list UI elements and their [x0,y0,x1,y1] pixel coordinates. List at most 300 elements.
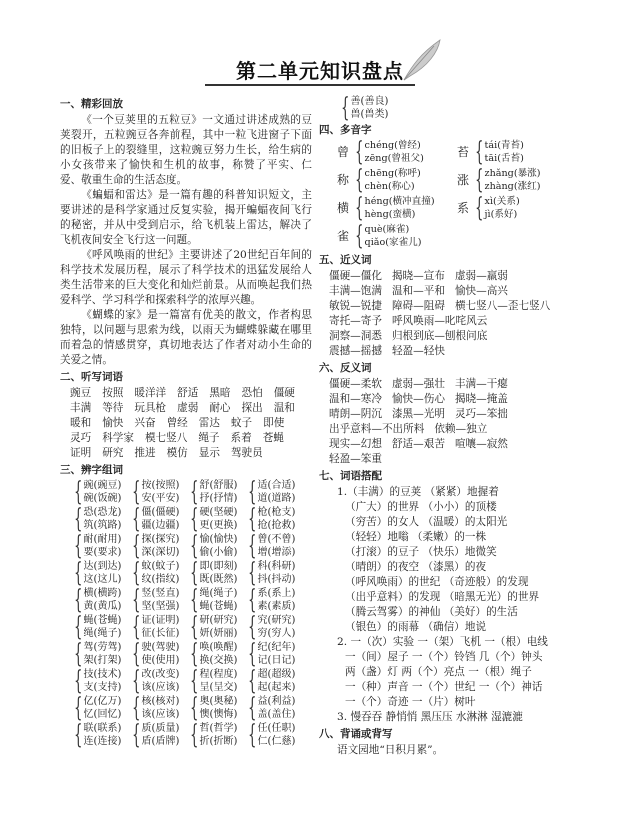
brace-icon: { [132,558,141,588]
header [0,50,620,90]
reading: zhǎng(暴涨) [484,168,541,179]
pair-lines [365,139,424,165]
brace-icon: { [190,504,199,534]
antonym-list [319,377,581,467]
pair-lines [258,695,296,721]
pair-lines [84,479,122,505]
brace-icon: { [190,585,199,615]
pair-lines [84,533,122,559]
collocation-list-2 [319,635,581,710]
collocation-line: 1.（丰满）的豆荚 （紧紧）地握着 [337,486,499,498]
brace-icon: { [248,477,257,507]
brace-pair [128,560,186,586]
word-pair: 现实—幻想 [329,438,382,450]
pair-lines [84,560,122,586]
brace-icon: { [248,585,257,615]
pair-line: 折(折断) [199,736,238,747]
dictation-words [70,386,312,461]
word-pair: 寄托—寄予 [329,315,382,327]
brace-icon: { [190,693,199,723]
brace-icon: { [74,531,83,561]
pair-lines [142,479,180,505]
word: 豌豆 [70,387,92,399]
pair-lines [258,533,296,559]
word: 丰满 [70,402,92,414]
word-pair: 虚弱—强壮 [391,378,445,390]
word: 苍蝇 [262,432,284,444]
brace-icon: { [190,531,199,561]
synonym-list [319,269,581,359]
brace-icon: { [475,193,484,223]
word-pair: 洞察—洞悉 [329,330,382,342]
brace-icon: { [190,477,199,507]
word-pair: 愉快—高兴 [454,285,508,297]
pair-line: 达(到达) [83,561,122,572]
word: 恐怕 [241,387,263,399]
pair-line: 架(打架) [83,655,122,666]
pair-lines [485,139,524,165]
pair-line: 既(既然) [199,574,238,585]
pair-lines [84,695,122,721]
word-row [329,329,581,344]
word-pair: 僵硬—柔软 [329,378,382,390]
brace-pair [244,506,302,532]
reading: héng(横冲直撞) [364,196,435,207]
word-pair: 晴朗—阴沉 [329,408,382,420]
brace-pair [128,641,186,667]
word-pair: 舒适—艰苦 [391,438,445,450]
word: 暖洋洋 [134,387,167,399]
brace-icon: { [248,531,257,561]
reading: zēng(曾祖父) [364,153,424,164]
word: 系着 [230,432,252,444]
brace-pair [128,722,186,748]
brace-icon: { [248,720,257,750]
brace-icon: { [248,666,257,696]
brace-pair [128,695,186,721]
word: 绳子 [198,432,220,444]
word-pair: 依赖—独立 [434,423,488,435]
section-heading: 六、反义词 [319,362,372,374]
pair-line: 恐(恐龙) [83,507,122,518]
brace-icon: { [190,558,199,588]
brace-icon: { [248,504,257,534]
paragraph: 《一个豆荚里的五粒豆》一文通过讲述成熟的豆荚裂开，五粒豌豆各奔前程，其中一粒飞进窗子下面的旧板子上的裂缝里，这粒豌豆努力生长，给生病的小女孩带来了愉快和生机的故事，称赞了平实、仁爱、敬重生命的生活态度。 [60,114,312,186]
pair-lines [258,506,296,532]
brace-icon: { [132,612,141,642]
brace-icon: { [132,504,141,534]
pair-line: 黄(黄瓜) [83,601,122,612]
brace-pair [128,479,186,505]
brace-icon: { [74,504,83,534]
reading: chéng(曾经) [364,140,421,151]
feather-icon [398,36,446,84]
pair-lines [142,695,180,721]
brace-icon: { [74,612,83,642]
brace-pair [186,587,244,613]
word-pair: 障碍—阻碍 [391,300,445,312]
pair-line: 联(联系) [83,723,122,734]
paragraph: 《呼风唤雨的世纪》主要讲述了20世纪百年间的科学技术发展历程，展示了科学技术的迅猛发展给人类生活带来的巨大变化和灿烂前景。从而唤起我们热爱科学、学习科学和探索科学的浓厚兴趣。 [60,249,312,306]
brace-pair [244,587,302,613]
pair-line: 妍(妍丽) [199,628,238,639]
pair-lines [200,641,238,667]
pair-line: 任(任职) [257,723,296,734]
brace-pair [186,668,244,694]
reading: què(麻雀) [364,224,410,235]
word-row [329,377,581,392]
word: 科学家 [102,432,134,444]
word: 研究 [102,447,124,459]
brace-pair [337,95,581,121]
pair-lines [200,506,238,532]
pair-line: 质(质量) [141,723,180,734]
pair-line: 耐(耐用) [83,534,122,545]
word-pair: 喧嚷—寂然 [454,438,508,450]
section-heading: 三、辨字组词 [60,464,123,476]
collocation-line: （穷苦）的女人 （温暖）的太阳光 [345,516,508,528]
pair-line: 疆(边疆) [141,520,180,531]
pair-lines [485,167,541,193]
brace-icon: { [132,720,141,750]
pair-line: 驾(劳驾) [83,642,122,653]
brace-icon: { [248,693,257,723]
word-pair: 轻盈—笨重 [329,453,382,465]
word-row [329,392,581,407]
pair-line: 记(日记) [257,655,296,666]
brace-pair [244,479,302,505]
reading: hèng(蛮横) [364,209,416,220]
pair-line: 科(科研) [257,561,296,572]
brace-icon: { [190,666,199,696]
word-pair: 轻盈—轻快 [391,345,445,357]
word-row [329,452,581,467]
word-row [329,344,581,359]
pair-line: 绳(绳子) [83,628,122,639]
pair-lines [142,668,180,694]
brace-icon: { [132,477,141,507]
pair-line: 曾(不曾) [257,534,296,545]
pair-line: 研(研究) [199,615,238,626]
polyphone-char: 雀 [337,228,350,243]
brace-icon: { [248,639,257,669]
section-heading: 八、背诵或背写 [319,728,393,740]
polyphone-char: 涨 [457,172,470,187]
brace-icon: { [355,165,364,195]
word-row [329,407,581,422]
pair-line: 纹(指纹) [141,574,180,585]
pair-line: 该(应该) [141,682,180,693]
brace-pair [128,506,186,532]
pair-lines [200,668,238,694]
brace-icon: { [190,612,199,642]
brace-pair [70,668,128,694]
pair-line: 适(合适) [257,480,296,491]
word-row [329,437,581,452]
brace-pair [70,614,128,640]
brace-pair [70,641,128,667]
pair-line: 连(连接) [83,736,122,747]
brace-icon: { [74,693,83,723]
brace-pair [186,722,244,748]
reading: chèn(称心) [364,181,415,192]
pair-line: 穷(穷人) [257,628,296,639]
word: 僵硬 [273,387,295,399]
page-title: 第二单元知识盘点 [236,59,404,83]
brace-icon: { [74,477,83,507]
pair-line: 该(应该) [141,709,180,720]
pair-line: 盖(盖住) [257,709,296,720]
brace-pair [244,641,302,667]
word-pair: 灵巧—笨拙 [454,408,508,420]
word-pair: 温和—寒冷 [329,393,382,405]
word: 灵巧 [70,432,92,444]
pair-line: 即(即刻) [199,561,238,572]
brace-pair [186,614,244,640]
pair-lines [258,560,296,586]
pair-lines [200,560,238,586]
brace-pair [70,560,128,586]
pair-lines [84,587,122,613]
word: 兴奋 [134,417,156,429]
word: 黑暗 [209,387,231,399]
pair-line: 安(平安) [141,493,180,504]
brace-icon: { [74,666,83,696]
recite-text: 语文园地“日积月累”。 [337,744,444,756]
polyphone-item [457,195,577,221]
brace-icon: { [355,221,364,251]
pair-line: 善(善良) [350,96,389,107]
pair-lines [84,668,122,694]
word: 显示 [198,447,220,459]
pair-lines [200,614,238,640]
brace-icon: { [355,193,364,223]
word-row [329,422,581,437]
reading: xì(关系) [484,196,520,207]
pair-line: 要(要求) [83,547,122,558]
polyphone-char: 横 [337,200,350,215]
word: 暖和 [70,417,92,429]
brace-icon: { [190,720,199,750]
pair-line: 盾(盾牌) [141,736,180,747]
pair-line: 使(使用) [141,655,180,666]
brace-pair [128,587,186,613]
pair-lines [258,587,296,613]
pair-line: 程(程度) [199,669,238,680]
pair-lines [365,167,421,193]
polyphone-char: 苔 [457,144,470,159]
pair-line: 枪(枪支) [257,507,296,518]
word: 等待 [102,402,124,414]
pair-line: 深(深切) [141,547,180,558]
brace-pair [186,695,244,721]
brace-icon: { [341,93,350,123]
brace-icon: { [74,558,83,588]
pair-line: 兽(兽类) [350,109,389,120]
word-row [329,299,581,314]
pair-lines [258,722,296,748]
pair-line: 驶(驾驶) [141,642,180,653]
pair-line: 愉(愉快) [199,534,238,545]
brace-icon: { [74,720,83,750]
pair-line: 支(支持) [83,682,122,693]
brace-pair [244,695,302,721]
distinguish-pairs [70,479,312,748]
pair-lines [84,614,122,640]
collocation-line: （银色）的雨幕 （确信）地说 [345,621,487,633]
polyphone-item [337,223,457,249]
word: 温和 [273,402,295,414]
word: 蚊子 [230,417,253,429]
pair-lines [142,533,180,559]
brace-pair [186,533,244,559]
polyphone-item [337,195,457,221]
pair-lines [142,614,180,640]
pair-line: 偷(小偷) [199,547,238,558]
brace-icon: { [248,558,257,588]
pair-line: 硬(坚硬) [199,507,238,518]
brace-pair [128,614,186,640]
polyphone-item [337,167,457,193]
pair-line: 征(长征) [141,628,180,639]
word: 耐心 [209,402,231,414]
pair-line: 换(交换) [199,655,238,666]
polyphone-char: 称 [337,172,350,187]
brace-pair [70,722,128,748]
collocation-line: （轻轻）地嗡 （柔嫩）的一株 [345,531,487,543]
pair-line: 舒(舒服) [199,480,238,491]
pair-lines [142,587,180,613]
pair-line: 起(起来) [257,682,296,693]
brace-pair [244,560,302,586]
collocation-line: （出乎意料）的发现 （暗黑无光）的世界 [345,591,540,603]
word: 玩具枪 [134,402,167,414]
pair-line: 抢(抢救) [257,520,296,531]
pair-line: 证(证明) [141,615,180,626]
pair-line: 按(按照) [141,480,180,491]
collocation-line: 两（盏）灯 两（个）亮点 一（根）绳子 [345,666,532,678]
polyphone-item [337,139,457,165]
word: 曾经 [166,417,188,429]
pair-line: 绳(绳子) [199,588,238,599]
word-pair: 出乎意料—不出所料 [329,423,425,435]
pair-line: 坚(坚强) [141,601,180,612]
pair-line: 素(素质) [257,601,296,612]
collocation-line: （呼风唤雨）的世纪 （奇迹般）的发现 [345,576,529,588]
collocation-line: （腾云驾雾）的神仙 （美好）的生活 [345,606,518,618]
brace-pair [186,479,244,505]
word: 证明 [70,447,92,459]
word: 虚弱 [177,402,199,414]
pair-lines [200,695,238,721]
brace-pair [70,479,128,505]
reading: tái(青苔) [484,140,524,151]
word-pair: 漆黑—光明 [391,408,445,420]
pair-line: 懊(懊悔) [199,709,238,720]
pair-lines [84,506,122,532]
pair-line: 呈(呈交) [199,682,238,693]
paragraph: 《蝙蝠和雷达》是一篇有趣的科普知识短文，主要讲述的是科学家通过反复实验，揭开蝙蝠夜间飞行的秘密，并从中受到启示，给飞机装上雷达，解决了飞机夜间安全飞行这一问题。 [60,189,312,246]
pair-line: 技(技术) [83,669,122,680]
word-pair: 愉快—伤心 [391,393,445,405]
collocation-list-1 [319,485,581,635]
pair-lines [258,641,296,667]
collocation-line: 一（个）奇迹 一（片）树叶 [345,696,476,708]
brace-pair [244,614,302,640]
reading: chēng(称呼) [364,168,421,179]
pair-line: 超(超级) [257,669,296,680]
section-heading: 一、精彩回放 [60,98,123,110]
brace-pair [70,587,128,613]
right-column [319,95,581,758]
word: 按照 [102,387,124,399]
brace-pair [70,506,128,532]
collocation-line: （晴朗）的夜空 （漆黑）的夜 [345,561,487,573]
pair-line: 纪(纪年) [257,642,296,653]
collocation-line: （广大）的世界 （小小）的顶楼 [345,501,497,513]
reading: jì(系好) [484,209,518,220]
collocation-line: 2. 一（次）实验 一（架）飞机 一（根）电线 [337,636,548,648]
brace-icon: { [248,612,257,642]
pair-lines [84,722,122,748]
pair-line: 豌(豌豆) [83,480,122,491]
polyphone-list [337,139,581,251]
pair-line: 蚊(蚊子) [141,561,180,572]
brace-pair [244,668,302,694]
pair-lines [365,195,435,221]
word-pair: 呼风唤雨—叱咤风云 [391,315,488,327]
pair-line: 更(更换) [199,520,238,531]
pair-line: 抒(抒情) [199,493,238,504]
brace-pair [128,533,186,559]
brace-icon: { [74,585,83,615]
pair-lines [258,614,296,640]
pair-line: 哲(哲学) [199,723,238,734]
pair-line: 唤(唤醒) [199,642,238,653]
word-pair: 归根到底—刨根问底 [391,330,488,342]
brace-pair [128,668,186,694]
pair-line: 系(系上) [257,588,296,599]
word-pair: 僵硬—僵化 [329,270,382,282]
reading: zhàng(涨红) [484,181,541,192]
word-pair: 丰满—饱满 [329,285,382,297]
brace-icon: { [190,639,199,669]
pair-line: 益(利益) [257,696,296,707]
pair-line: 仁(仁慈) [257,736,296,747]
pair-line: 核(核对) [141,696,180,707]
brace-pair [244,533,302,559]
brace-pair [186,641,244,667]
brace-icon: { [355,137,364,167]
word-pair: 揭晓—宣布 [391,270,445,282]
polyphone-item [457,167,577,193]
word-row [329,269,581,284]
pair-line: 这(这儿) [83,574,122,585]
brace-pair [186,506,244,532]
pair-lines [258,668,296,694]
pair-line: 改(改变) [141,669,180,680]
word-pair: 揭晓—掩盖 [454,393,508,405]
pair-lines [142,641,180,667]
word: 雷达 [198,417,220,429]
brace-pair [70,695,128,721]
pair-line: 忆(回忆) [83,709,122,720]
word-row [329,314,581,329]
brace-icon: { [132,693,141,723]
brace-icon: { [475,137,484,167]
pair-lines [365,223,422,249]
section-heading: 七、词语搭配 [319,470,382,482]
